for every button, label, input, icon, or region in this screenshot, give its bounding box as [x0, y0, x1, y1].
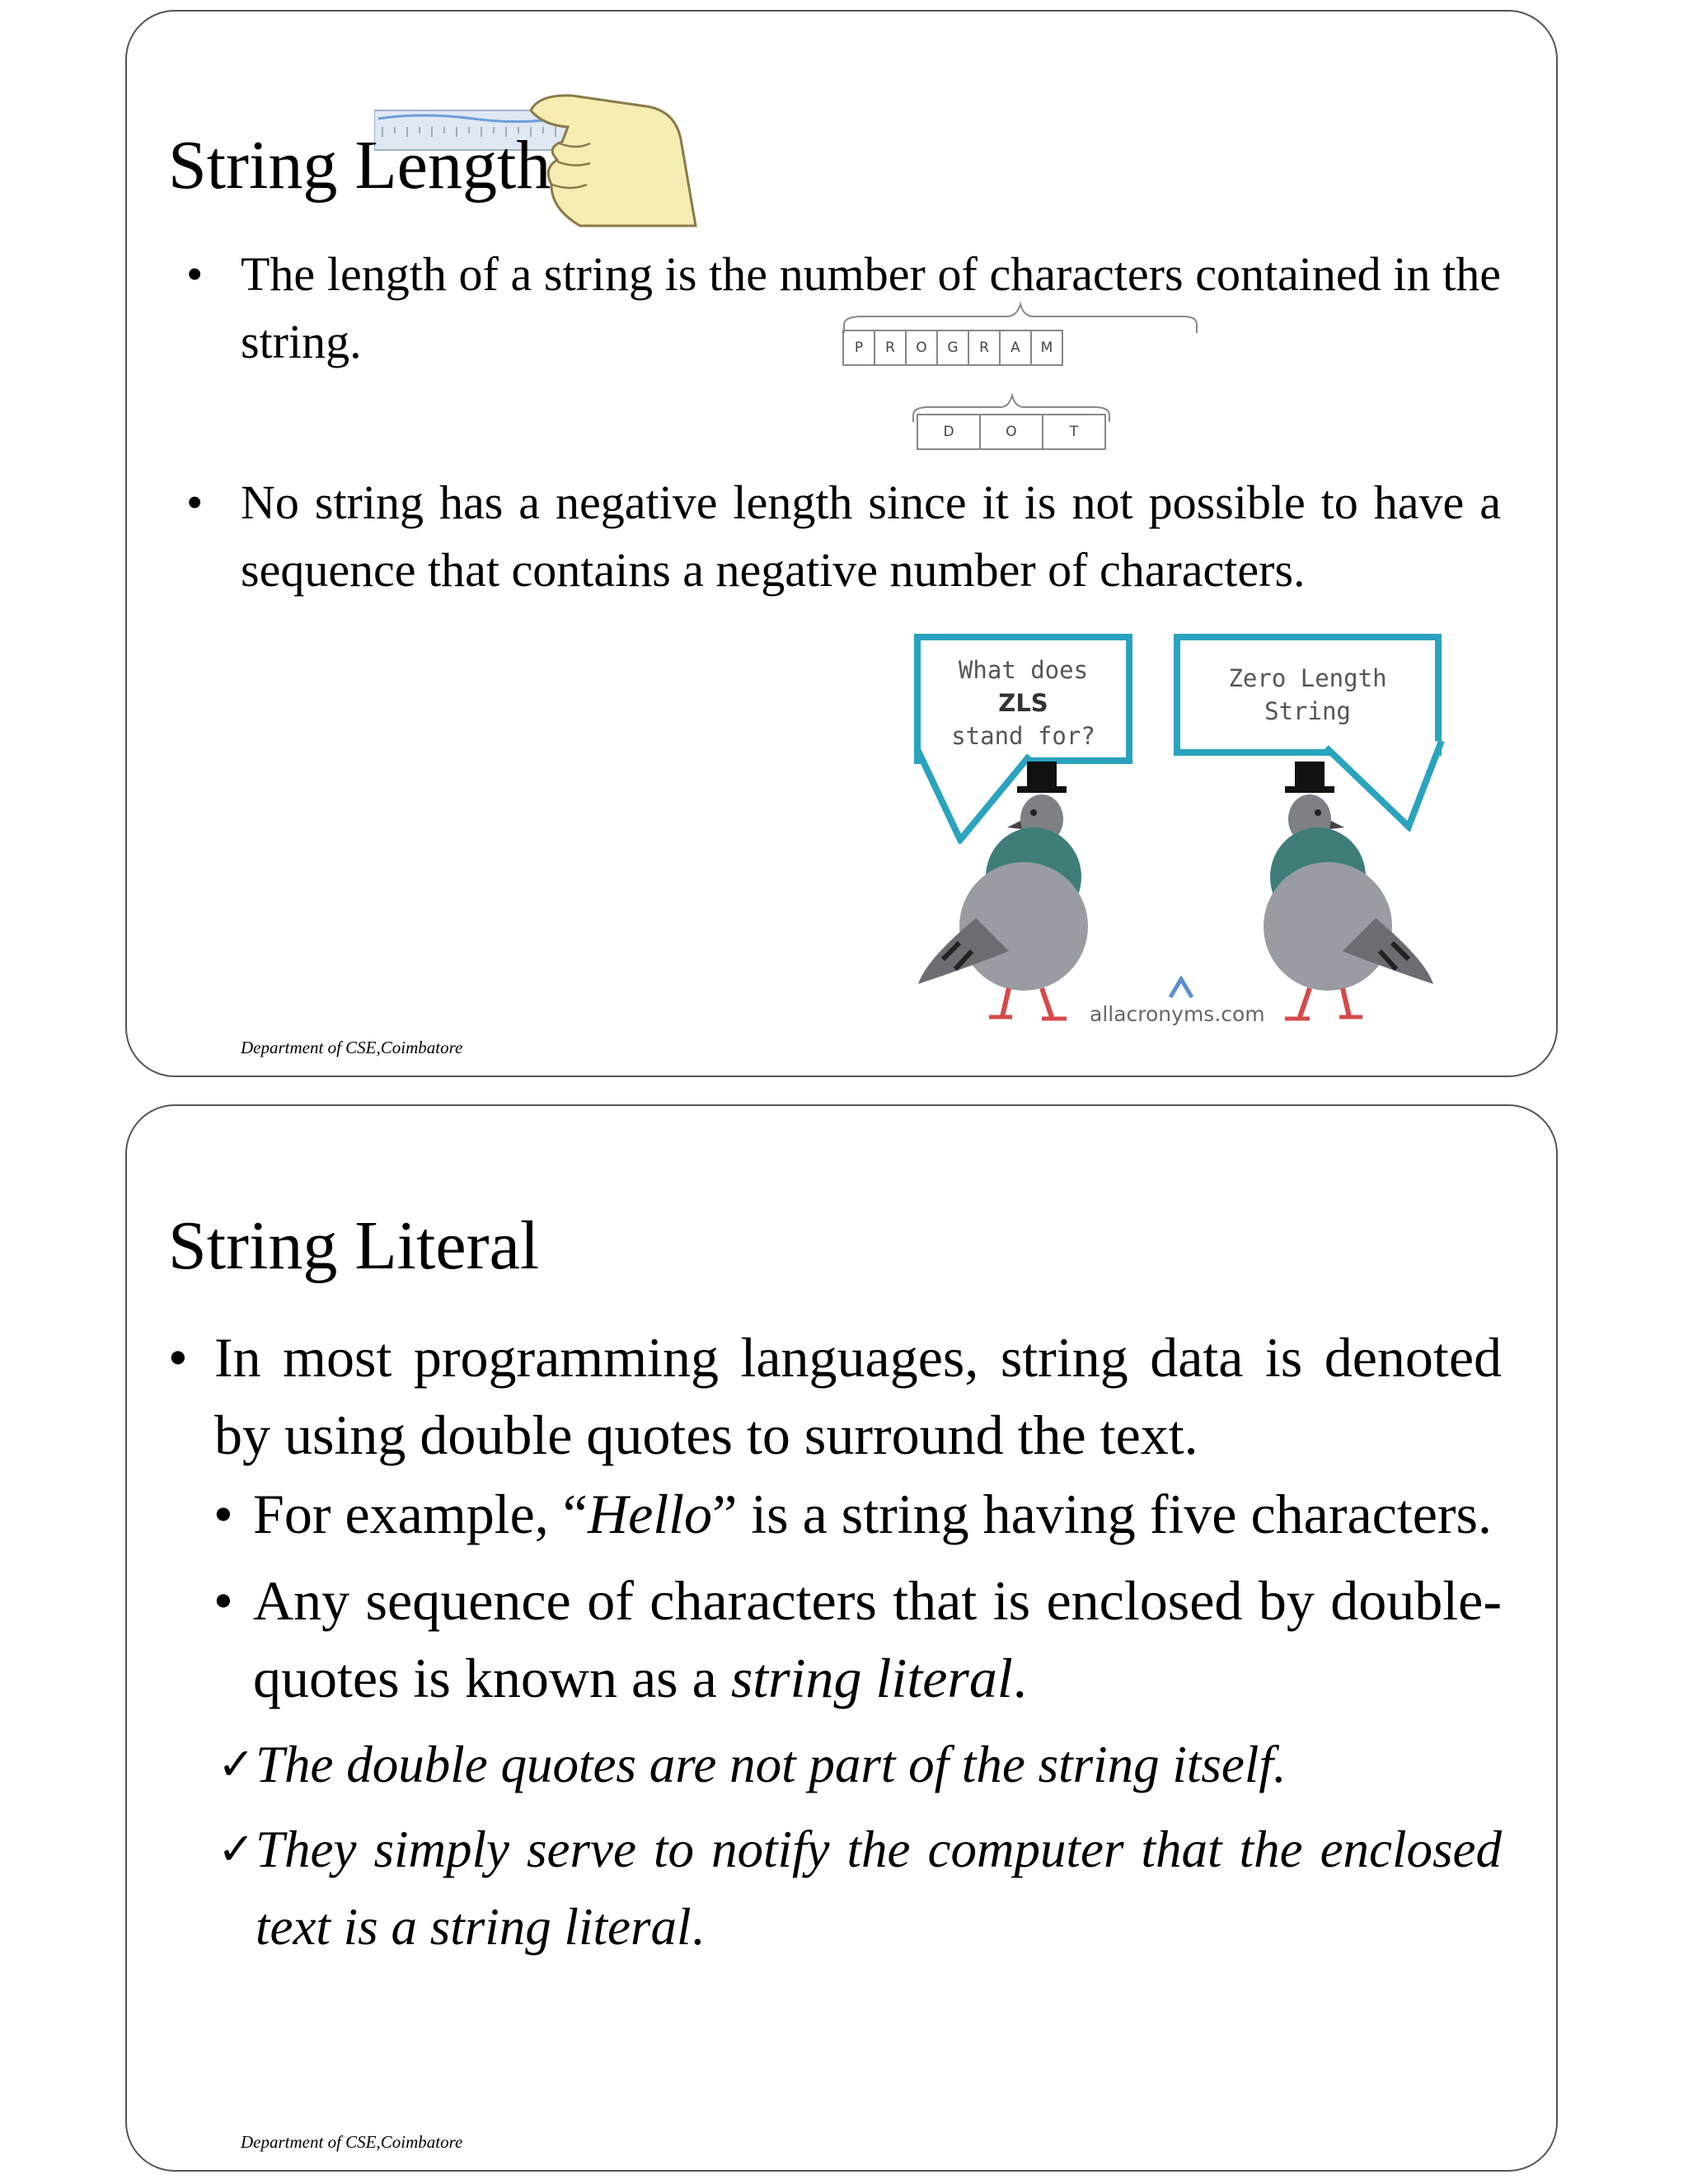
allacronyms-logo-icon: [1167, 976, 1195, 999]
char-cell: M: [1030, 330, 1063, 366]
slide-string-literal: [125, 1104, 1558, 2172]
bubble-acronym: ZLS: [998, 689, 1048, 717]
text-run: .: [691, 1898, 705, 1956]
checkmark-icon: ✓: [218, 1738, 256, 1790]
pigeon-left-icon: [910, 753, 1116, 1025]
bubble-text: stand for?: [951, 722, 1095, 750]
check-item: [218, 1811, 1502, 1966]
dot-cells: [918, 414, 1106, 450]
check-text: [256, 1811, 1502, 1966]
char-cell: G: [936, 330, 969, 366]
bullet-text: [253, 1562, 1502, 1717]
slide-title: String Length: [168, 127, 551, 204]
bullet-marker: •: [186, 247, 204, 301]
bubble-text: What does: [958, 656, 1089, 684]
text-run: For example, “: [253, 1483, 588, 1545]
checkmark-icon: ✓: [218, 1823, 256, 1875]
bullet-marker: •: [186, 476, 204, 529]
bubble-text: String: [1264, 697, 1351, 725]
char-cell: O: [905, 330, 938, 366]
bullet-item: [168, 1319, 1502, 1474]
text-run: Any sequence of characters that is enclosed by double-quotes is known as a: [253, 1569, 1502, 1709]
speech-bubble-question: [914, 634, 1132, 764]
bullet-marker: •: [168, 1326, 188, 1389]
char-cell: R: [874, 330, 907, 366]
slide-title: String Literal: [168, 1207, 540, 1284]
char-cell: R: [968, 330, 1001, 366]
sub-bullet-item: [213, 1475, 1502, 1553]
bullet-marker: •: [213, 1569, 233, 1632]
image-credit: allacronyms.com: [1090, 1002, 1265, 1026]
slide-footer: Department of CSE,Coimbatore: [241, 2132, 463, 2152]
bubble-text: Zero Length: [1228, 664, 1387, 692]
char-cell: T: [1042, 414, 1106, 450]
program-cells: [844, 330, 1063, 366]
text-run: They simply serve to notify the computer that the enclosed text is a string literal: [256, 1821, 1502, 1956]
bullet-text: [253, 1475, 1502, 1553]
pigeon-right-icon: [1236, 753, 1442, 1025]
bullet-text: No string has a negative length since it is not possible to have a sequence that contains a negative number of characters.: [241, 476, 1501, 597]
check-text: The double quotes are not part of the string itself.: [256, 1736, 1287, 1793]
text-run: ” is a string having five characters.: [712, 1483, 1493, 1545]
slide-string-length: [125, 10, 1558, 1077]
bullet-marker: •: [213, 1483, 233, 1545]
char-cell: P: [842, 330, 875, 366]
example-string: Hello: [587, 1483, 713, 1545]
speech-bubble-answer: [1174, 634, 1442, 756]
bullet-item: [186, 469, 1501, 604]
term-string-literal: string literal: [730, 1647, 1013, 1709]
char-cell: O: [979, 414, 1043, 450]
text-run: .: [1012, 1647, 1027, 1709]
bullet-text: In most programming languages, string data is denoted by using double quotes to surround the text.: [214, 1326, 1502, 1466]
sub-bullet-item: [213, 1562, 1502, 1717]
check-item: [218, 1726, 1502, 1803]
char-cell: A: [999, 330, 1032, 366]
bullet-text: The length of a string is the number of characters contained in the string.: [241, 247, 1501, 368]
slide-footer: Department of CSE,Coimbatore: [241, 1038, 463, 1057]
char-cell: D: [917, 414, 981, 450]
